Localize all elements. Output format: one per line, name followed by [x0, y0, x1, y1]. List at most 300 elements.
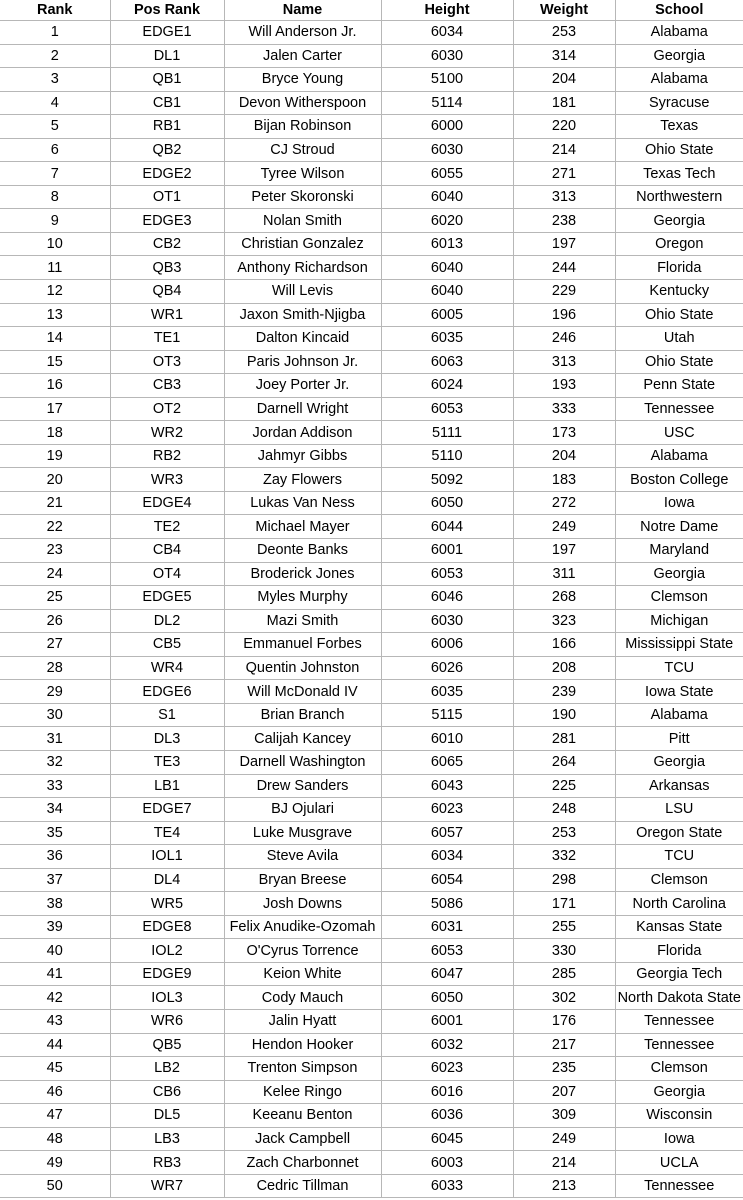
rank-cell: 20: [0, 468, 110, 492]
weight-cell: 248: [513, 798, 615, 822]
header-rank: Rank: [0, 0, 110, 21]
height-cell: 6001: [381, 1009, 513, 1033]
name-cell: Mazi Smith: [224, 609, 381, 633]
name-cell: Zach Charbonnet: [224, 1151, 381, 1175]
weight-cell: 197: [513, 539, 615, 563]
table-row: [0, 750, 743, 774]
table-row: [0, 256, 743, 280]
name-cell: Darnell Washington: [224, 750, 381, 774]
rank-cell: 48: [0, 1127, 110, 1151]
school-cell: Arkansas: [615, 774, 743, 798]
pos-rank-cell: EDGE3: [110, 209, 224, 233]
height-cell: 6000: [381, 115, 513, 139]
pos-rank-cell: CB6: [110, 1080, 224, 1104]
height-cell: 6003: [381, 1151, 513, 1175]
school-cell: Boston College: [615, 468, 743, 492]
pos-rank-cell: IOL2: [110, 939, 224, 963]
table-row: [0, 444, 743, 468]
rank-cell: 14: [0, 327, 110, 351]
school-cell: Iowa: [615, 491, 743, 515]
table-row: [0, 44, 743, 68]
weight-cell: 173: [513, 421, 615, 445]
rank-cell: 11: [0, 256, 110, 280]
table-row: [0, 1127, 743, 1151]
table-row: [0, 845, 743, 869]
rank-cell: 29: [0, 680, 110, 704]
rank-cell: 44: [0, 1033, 110, 1057]
school-cell: Texas: [615, 115, 743, 139]
name-cell: Hendon Hooker: [224, 1033, 381, 1057]
height-cell: 6055: [381, 162, 513, 186]
table-row: [0, 868, 743, 892]
height-cell: 6045: [381, 1127, 513, 1151]
school-cell: LSU: [615, 798, 743, 822]
name-cell: Trenton Simpson: [224, 1057, 381, 1081]
weight-cell: 190: [513, 703, 615, 727]
school-cell: Clemson: [615, 586, 743, 610]
name-cell: Darnell Wright: [224, 397, 381, 421]
height-cell: 6006: [381, 633, 513, 657]
rank-cell: 26: [0, 609, 110, 633]
height-cell: 6024: [381, 374, 513, 398]
weight-cell: 176: [513, 1009, 615, 1033]
table-row: [0, 209, 743, 233]
name-cell: O'Cyrus Torrence: [224, 939, 381, 963]
rank-cell: 30: [0, 703, 110, 727]
table-row: [0, 915, 743, 939]
height-cell: 6026: [381, 656, 513, 680]
table-row: [0, 656, 743, 680]
school-cell: Oregon: [615, 232, 743, 256]
school-cell: Georgia: [615, 750, 743, 774]
table-row: [0, 703, 743, 727]
name-cell: Steve Avila: [224, 845, 381, 869]
school-cell: USC: [615, 421, 743, 445]
height-cell: 6013: [381, 232, 513, 256]
pos-rank-cell: QB1: [110, 68, 224, 92]
weight-cell: 246: [513, 327, 615, 351]
pos-rank-cell: RB2: [110, 444, 224, 468]
name-cell: Joey Porter Jr.: [224, 374, 381, 398]
school-cell: Michigan: [615, 609, 743, 633]
name-cell: Cody Mauch: [224, 986, 381, 1010]
school-cell: Alabama: [615, 21, 743, 45]
pos-rank-cell: OT3: [110, 350, 224, 374]
name-cell: Bijan Robinson: [224, 115, 381, 139]
pos-rank-cell: EDGE7: [110, 798, 224, 822]
weight-cell: 214: [513, 1151, 615, 1175]
pos-rank-cell: LB1: [110, 774, 224, 798]
table-row: [0, 609, 743, 633]
table-body: [0, 21, 743, 1198]
weight-cell: 235: [513, 1057, 615, 1081]
table-row: [0, 232, 743, 256]
pos-rank-cell: OT2: [110, 397, 224, 421]
header-school: School: [615, 0, 743, 21]
name-cell: Drew Sanders: [224, 774, 381, 798]
table-row: [0, 892, 743, 916]
name-cell: Calijah Kancey: [224, 727, 381, 751]
height-cell: 6034: [381, 21, 513, 45]
rank-cell: 40: [0, 939, 110, 963]
table-row: [0, 633, 743, 657]
pos-rank-cell: WR3: [110, 468, 224, 492]
school-cell: Kentucky: [615, 280, 743, 304]
table-row: [0, 327, 743, 351]
school-cell: Clemson: [615, 1057, 743, 1081]
rank-cell: 2: [0, 44, 110, 68]
name-cell: Will Levis: [224, 280, 381, 304]
rank-cell: 43: [0, 1009, 110, 1033]
height-cell: 6031: [381, 915, 513, 939]
school-cell: Iowa: [615, 1127, 743, 1151]
weight-cell: 268: [513, 586, 615, 610]
pos-rank-cell: CB1: [110, 91, 224, 115]
weight-cell: 272: [513, 491, 615, 515]
weight-cell: 208: [513, 656, 615, 680]
height-cell: 6001: [381, 539, 513, 563]
table-row: [0, 91, 743, 115]
table-row: [0, 468, 743, 492]
table-row: [0, 185, 743, 209]
school-cell: Georgia: [615, 1080, 743, 1104]
name-cell: Deonte Banks: [224, 539, 381, 563]
school-cell: Pitt: [615, 727, 743, 751]
school-cell: Mississippi State: [615, 633, 743, 657]
height-cell: 5100: [381, 68, 513, 92]
rank-cell: 4: [0, 91, 110, 115]
height-cell: 6053: [381, 939, 513, 963]
weight-cell: 239: [513, 680, 615, 704]
name-cell: Devon Witherspoon: [224, 91, 381, 115]
pos-rank-cell: TE1: [110, 327, 224, 351]
rank-cell: 10: [0, 232, 110, 256]
rank-cell: 33: [0, 774, 110, 798]
weight-cell: 249: [513, 515, 615, 539]
table-row: [0, 798, 743, 822]
rank-cell: 50: [0, 1174, 110, 1198]
rank-cell: 18: [0, 421, 110, 445]
school-cell: North Carolina: [615, 892, 743, 916]
name-cell: Broderick Jones: [224, 562, 381, 586]
rank-cell: 7: [0, 162, 110, 186]
school-cell: UCLA: [615, 1151, 743, 1175]
school-cell: Tennessee: [615, 1174, 743, 1198]
height-cell: 6032: [381, 1033, 513, 1057]
weight-cell: 314: [513, 44, 615, 68]
school-cell: Penn State: [615, 374, 743, 398]
name-cell: Felix Anudike-Ozomah: [224, 915, 381, 939]
weight-cell: 249: [513, 1127, 615, 1151]
weight-cell: 298: [513, 868, 615, 892]
name-cell: Keion White: [224, 962, 381, 986]
height-cell: 6023: [381, 798, 513, 822]
table-row: [0, 397, 743, 421]
table-row: [0, 162, 743, 186]
school-cell: Alabama: [615, 68, 743, 92]
table-row: [0, 21, 743, 45]
pos-rank-cell: WR4: [110, 656, 224, 680]
pos-rank-cell: QB3: [110, 256, 224, 280]
rank-cell: 35: [0, 821, 110, 845]
height-cell: 6010: [381, 727, 513, 751]
school-cell: Clemson: [615, 868, 743, 892]
rank-cell: 24: [0, 562, 110, 586]
school-cell: Georgia: [615, 209, 743, 233]
weight-cell: 253: [513, 821, 615, 845]
weight-cell: 204: [513, 444, 615, 468]
table-row: [0, 350, 743, 374]
name-cell: Michael Mayer: [224, 515, 381, 539]
weight-cell: 271: [513, 162, 615, 186]
height-cell: 6040: [381, 280, 513, 304]
rank-cell: 5: [0, 115, 110, 139]
name-cell: Kelee Ringo: [224, 1080, 381, 1104]
school-cell: Notre Dame: [615, 515, 743, 539]
school-cell: Tennessee: [615, 397, 743, 421]
pos-rank-cell: DL1: [110, 44, 224, 68]
weight-cell: 213: [513, 1174, 615, 1198]
table-row: [0, 962, 743, 986]
school-cell: Florida: [615, 256, 743, 280]
name-cell: Bryan Breese: [224, 868, 381, 892]
weight-cell: 309: [513, 1104, 615, 1128]
name-cell: Keeanu Benton: [224, 1104, 381, 1128]
name-cell: Jaxon Smith-Njigba: [224, 303, 381, 327]
weight-cell: 204: [513, 68, 615, 92]
name-cell: Myles Murphy: [224, 586, 381, 610]
weight-cell: 183: [513, 468, 615, 492]
height-cell: 6035: [381, 680, 513, 704]
pos-rank-cell: TE3: [110, 750, 224, 774]
school-cell: Syracuse: [615, 91, 743, 115]
pos-rank-cell: TE2: [110, 515, 224, 539]
name-cell: Josh Downs: [224, 892, 381, 916]
name-cell: Anthony Richardson: [224, 256, 381, 280]
pos-rank-cell: IOL3: [110, 986, 224, 1010]
height-cell: 6046: [381, 586, 513, 610]
name-cell: Jalen Carter: [224, 44, 381, 68]
height-cell: 6036: [381, 1104, 513, 1128]
name-cell: Will Anderson Jr.: [224, 21, 381, 45]
table-row: [0, 1080, 743, 1104]
weight-cell: 244: [513, 256, 615, 280]
height-cell: 6030: [381, 138, 513, 162]
rank-cell: 49: [0, 1151, 110, 1175]
height-cell: 6005: [381, 303, 513, 327]
height-cell: 6057: [381, 821, 513, 845]
weight-cell: 302: [513, 986, 615, 1010]
pos-rank-cell: S1: [110, 703, 224, 727]
height-cell: 6040: [381, 185, 513, 209]
rank-cell: 47: [0, 1104, 110, 1128]
rank-cell: 25: [0, 586, 110, 610]
weight-cell: 285: [513, 962, 615, 986]
pos-rank-cell: DL3: [110, 727, 224, 751]
rank-cell: 38: [0, 892, 110, 916]
height-cell: 6020: [381, 209, 513, 233]
table-row: [0, 491, 743, 515]
weight-cell: 332: [513, 845, 615, 869]
school-cell: Georgia: [615, 562, 743, 586]
weight-cell: 193: [513, 374, 615, 398]
height-cell: 6035: [381, 327, 513, 351]
height-cell: 6050: [381, 491, 513, 515]
height-cell: 6044: [381, 515, 513, 539]
school-cell: Florida: [615, 939, 743, 963]
pos-rank-cell: CB2: [110, 232, 224, 256]
rank-cell: 15: [0, 350, 110, 374]
school-cell: Texas Tech: [615, 162, 743, 186]
height-cell: 6034: [381, 845, 513, 869]
name-cell: Lukas Van Ness: [224, 491, 381, 515]
name-cell: Jack Campbell: [224, 1127, 381, 1151]
name-cell: Paris Johnson Jr.: [224, 350, 381, 374]
table-row: [0, 562, 743, 586]
rank-cell: 12: [0, 280, 110, 304]
rank-cell: 31: [0, 727, 110, 751]
school-cell: Utah: [615, 327, 743, 351]
pos-rank-cell: WR7: [110, 1174, 224, 1198]
name-cell: Jordan Addison: [224, 421, 381, 445]
rank-cell: 13: [0, 303, 110, 327]
pos-rank-cell: EDGE1: [110, 21, 224, 45]
pos-rank-cell: EDGE5: [110, 586, 224, 610]
pos-rank-cell: IOL1: [110, 845, 224, 869]
rank-cell: 3: [0, 68, 110, 92]
name-cell: CJ Stroud: [224, 138, 381, 162]
weight-cell: 333: [513, 397, 615, 421]
school-cell: Georgia: [615, 44, 743, 68]
weight-cell: 214: [513, 138, 615, 162]
rank-cell: 41: [0, 962, 110, 986]
rank-cell: 22: [0, 515, 110, 539]
school-cell: Northwestern: [615, 185, 743, 209]
pos-rank-cell: DL4: [110, 868, 224, 892]
weight-cell: 171: [513, 892, 615, 916]
rank-cell: 34: [0, 798, 110, 822]
height-cell: 6050: [381, 986, 513, 1010]
weight-cell: 196: [513, 303, 615, 327]
name-cell: Luke Musgrave: [224, 821, 381, 845]
table-row: [0, 539, 743, 563]
header-weight: Weight: [513, 0, 615, 21]
name-cell: Brian Branch: [224, 703, 381, 727]
weight-cell: 255: [513, 915, 615, 939]
weight-cell: 225: [513, 774, 615, 798]
weight-cell: 238: [513, 209, 615, 233]
table-row: [0, 115, 743, 139]
height-cell: 5086: [381, 892, 513, 916]
table-row: [0, 1174, 743, 1198]
height-cell: 5114: [381, 91, 513, 115]
pos-rank-cell: TE4: [110, 821, 224, 845]
rank-cell: 46: [0, 1080, 110, 1104]
table-row: [0, 303, 743, 327]
school-cell: Georgia Tech: [615, 962, 743, 986]
height-cell: 6043: [381, 774, 513, 798]
table-row: [0, 138, 743, 162]
rank-cell: 37: [0, 868, 110, 892]
name-cell: BJ Ojulari: [224, 798, 381, 822]
school-cell: Kansas State: [615, 915, 743, 939]
header-pos-rank: Pos Rank: [110, 0, 224, 21]
pos-rank-cell: CB3: [110, 374, 224, 398]
pos-rank-cell: DL5: [110, 1104, 224, 1128]
pos-rank-cell: LB2: [110, 1057, 224, 1081]
height-cell: 5092: [381, 468, 513, 492]
name-cell: Nolan Smith: [224, 209, 381, 233]
pos-rank-cell: EDGE6: [110, 680, 224, 704]
height-cell: 6023: [381, 1057, 513, 1081]
school-cell: Tennessee: [615, 1033, 743, 1057]
rank-cell: 6: [0, 138, 110, 162]
rank-cell: 45: [0, 1057, 110, 1081]
school-cell: Maryland: [615, 539, 743, 563]
school-cell: Oregon State: [615, 821, 743, 845]
height-cell: 6053: [381, 562, 513, 586]
table-row: [0, 1057, 743, 1081]
school-cell: Tennessee: [615, 1009, 743, 1033]
pos-rank-cell: OT4: [110, 562, 224, 586]
weight-cell: 264: [513, 750, 615, 774]
school-cell: North Dakota State: [615, 986, 743, 1010]
rank-cell: 21: [0, 491, 110, 515]
weight-cell: 207: [513, 1080, 615, 1104]
school-cell: Ohio State: [615, 350, 743, 374]
weight-cell: 197: [513, 232, 615, 256]
table-row: [0, 821, 743, 845]
school-cell: Alabama: [615, 703, 743, 727]
header-name: Name: [224, 0, 381, 21]
weight-cell: 253: [513, 21, 615, 45]
height-cell: 6063: [381, 350, 513, 374]
school-cell: TCU: [615, 656, 743, 680]
height-cell: 5111: [381, 421, 513, 445]
weight-cell: 229: [513, 280, 615, 304]
table-row: [0, 680, 743, 704]
name-cell: Will McDonald IV: [224, 680, 381, 704]
rank-cell: 27: [0, 633, 110, 657]
pos-rank-cell: DL2: [110, 609, 224, 633]
table-row: [0, 727, 743, 751]
rank-cell: 17: [0, 397, 110, 421]
pos-rank-cell: CB5: [110, 633, 224, 657]
table-row: [0, 421, 743, 445]
pos-rank-cell: OT1: [110, 185, 224, 209]
weight-cell: 281: [513, 727, 615, 751]
height-cell: 5115: [381, 703, 513, 727]
pos-rank-cell: EDGE9: [110, 962, 224, 986]
height-cell: 6053: [381, 397, 513, 421]
table-row: [0, 1033, 743, 1057]
rank-cell: 16: [0, 374, 110, 398]
height-cell: 6054: [381, 868, 513, 892]
pos-rank-cell: WR6: [110, 1009, 224, 1033]
height-cell: 6040: [381, 256, 513, 280]
pos-rank-cell: RB3: [110, 1151, 224, 1175]
rank-cell: 1: [0, 21, 110, 45]
school-cell: Wisconsin: [615, 1104, 743, 1128]
table-row: [0, 939, 743, 963]
table-row: [0, 374, 743, 398]
table-row: [0, 586, 743, 610]
pos-rank-cell: EDGE2: [110, 162, 224, 186]
weight-cell: 313: [513, 185, 615, 209]
name-cell: Zay Flowers: [224, 468, 381, 492]
pos-rank-cell: WR2: [110, 421, 224, 445]
table-row: [0, 774, 743, 798]
